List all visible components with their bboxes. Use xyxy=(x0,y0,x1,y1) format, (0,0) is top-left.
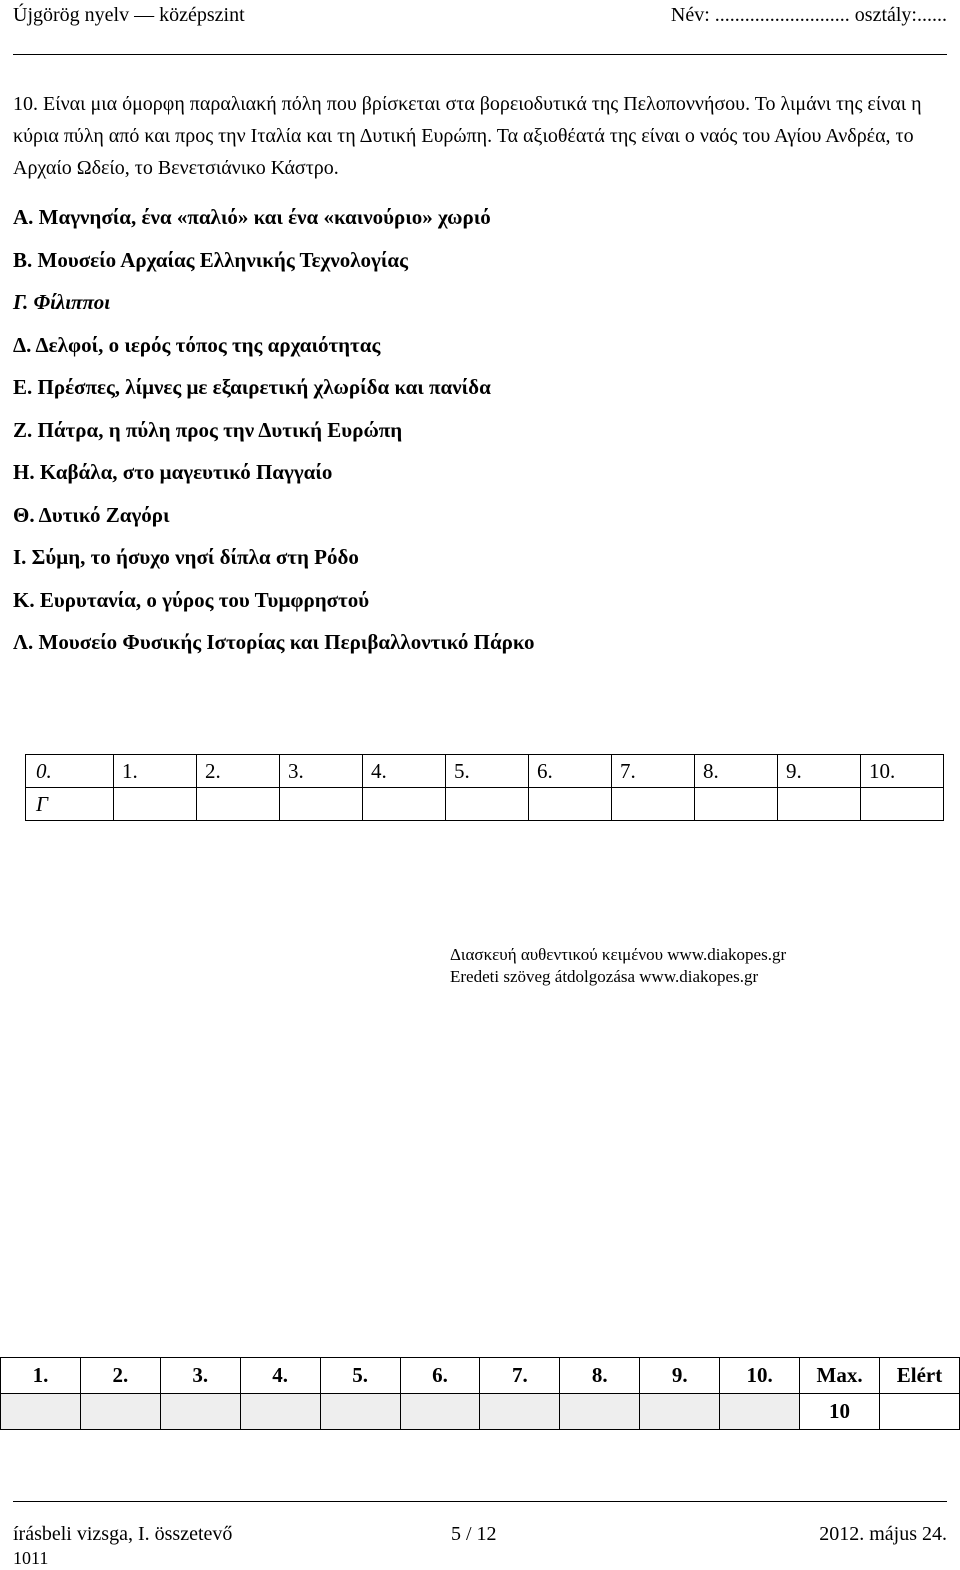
score-header-cell: 2. xyxy=(80,1358,160,1394)
answer-header-cell: 0. xyxy=(26,755,114,788)
score-grid-header-row xyxy=(1,1358,960,1394)
source-line-greek: Διασκευή αυθεντικού κειμένου www.diakopes.gr xyxy=(450,945,787,964)
answer-example-cell: Γ xyxy=(26,788,114,821)
score-cell xyxy=(240,1394,320,1430)
score-header-cell: 8. xyxy=(560,1358,640,1394)
footer-code: 1011 xyxy=(13,1548,49,1568)
score-header-cell: 9. xyxy=(640,1358,720,1394)
options-list xyxy=(13,202,913,670)
source-note xyxy=(450,944,786,988)
footer-page-number: 5 / 12 xyxy=(451,1523,497,1545)
option-item: Κ. Ευρυτανία, ο γύρος του Τυμφρηστού xyxy=(13,587,370,612)
score-cell xyxy=(400,1394,480,1430)
answer-header-cell: 1. xyxy=(114,755,197,788)
option-item: Ι. Σύμη, το ήσυχο νησί δίπλα στη Ρόδο xyxy=(13,545,359,569)
score-cell xyxy=(720,1394,800,1430)
answer-header-cell: 5. xyxy=(446,755,529,788)
answer-cell[interactable] xyxy=(197,788,280,821)
option-item: Β. Μουσείο Αρχαίας Ελληνικής Τεχνολογίας xyxy=(13,247,408,272)
option-item: Η. Καβάλα, στο μαγευτικό Παγγαίο xyxy=(13,460,333,484)
score-header-cell: 7. xyxy=(480,1358,560,1394)
answer-header-cell: 8. xyxy=(695,755,778,788)
option-item: Θ. Δυτικό Ζαγόρι xyxy=(13,502,170,527)
answer-header-cell: 9. xyxy=(778,755,861,788)
score-header-cell: 10. xyxy=(720,1358,800,1394)
answer-header-cell: 10. xyxy=(861,755,944,788)
answer-cell[interactable] xyxy=(363,788,446,821)
header-name-class: Név: ........................... osztály:...... xyxy=(670,4,947,26)
answer-cell[interactable] xyxy=(612,788,695,821)
answer-cell[interactable] xyxy=(778,788,861,821)
score-header-cell: 4. xyxy=(240,1358,320,1394)
score-cell xyxy=(80,1394,160,1430)
option-item: Ζ. Πάτρα, η πύλη προς την Δυτική Ευρώπη xyxy=(13,417,403,442)
score-cell xyxy=(560,1394,640,1430)
answer-cell[interactable] xyxy=(446,788,529,821)
score-cell xyxy=(480,1394,560,1430)
page-footer xyxy=(13,1522,947,1570)
score-header-cell: 5. xyxy=(320,1358,400,1394)
answer-cell[interactable] xyxy=(114,788,197,821)
option-item: Λ. Μουσείο Φυσικής Ιστορίας και Περιβαλλοντικό Πάρκο xyxy=(13,630,535,654)
score-cell xyxy=(640,1394,720,1430)
answer-header-cell: 2. xyxy=(197,755,280,788)
answer-grid-answer-row xyxy=(26,788,944,821)
score-header-cell: 6. xyxy=(400,1358,480,1394)
source-line-hungarian: Eredeti szöveg átdolgozása www.diakopes.gr xyxy=(450,967,759,986)
score-max-value: 10 xyxy=(800,1394,880,1430)
answer-grid xyxy=(25,754,944,821)
option-item: Δ. Δελφοί, ο ιερός τόπος της αρχαιότητας xyxy=(13,332,381,357)
score-header-max: Max. xyxy=(800,1358,880,1394)
answer-cell[interactable] xyxy=(695,788,778,821)
header-divider xyxy=(13,54,947,55)
answer-cell[interactable] xyxy=(861,788,944,821)
answer-header-cell: 7. xyxy=(612,755,695,788)
page-header xyxy=(13,4,947,34)
score-header-cell: 3. xyxy=(160,1358,240,1394)
score-achieved-value xyxy=(880,1394,960,1430)
answer-header-cell: 4. xyxy=(363,755,446,788)
score-grid xyxy=(0,1357,960,1430)
option-item: Ε. Πρέσπες, λίμνες με εξαιρετική χλωρίδα και πανίδα xyxy=(13,375,491,399)
score-header-achieved: Elért xyxy=(880,1358,960,1394)
answer-grid-header-row xyxy=(26,755,944,788)
answer-header-cell: 6. xyxy=(529,755,612,788)
answer-header-cell: 3. xyxy=(280,755,363,788)
option-item: Α. Μαγνησία, ένα «παλιό» και ένα «καινούριο» χωριό xyxy=(13,205,491,229)
score-grid-value-row xyxy=(1,1394,960,1430)
score-cell xyxy=(1,1394,81,1430)
footer-exam-type: írásbeli vizsga, I. összetevő xyxy=(13,1523,233,1545)
score-cell xyxy=(320,1394,400,1430)
footer-date: 2012. május 24. xyxy=(819,1523,947,1545)
footer-divider xyxy=(13,1501,947,1502)
option-item-example: Γ. Φίλιπποι xyxy=(13,290,111,314)
answer-cell[interactable] xyxy=(529,788,612,821)
question-text: 10. Είναι μια όμορφη παραλιακή πόλη που βρίσκεται στα βορειοδυτικά της Πελοποννήσου. Το λιμάνι της είναι η κύρια πύλη από και προς την Ιταλία και τη Δυτική Ευρώπη. Τα αξιοθέατά της είναι ο ναός του Αγίου Ανδρέα, το Αρχαίο Ωδείο, το Βενετσιάνικο Κάστρο. xyxy=(13,93,922,179)
answer-cell[interactable] xyxy=(280,788,363,821)
score-header-cell: 1. xyxy=(1,1358,81,1394)
score-cell xyxy=(160,1394,240,1430)
header-subject: Újgörög nyelv — középszint xyxy=(13,4,245,26)
